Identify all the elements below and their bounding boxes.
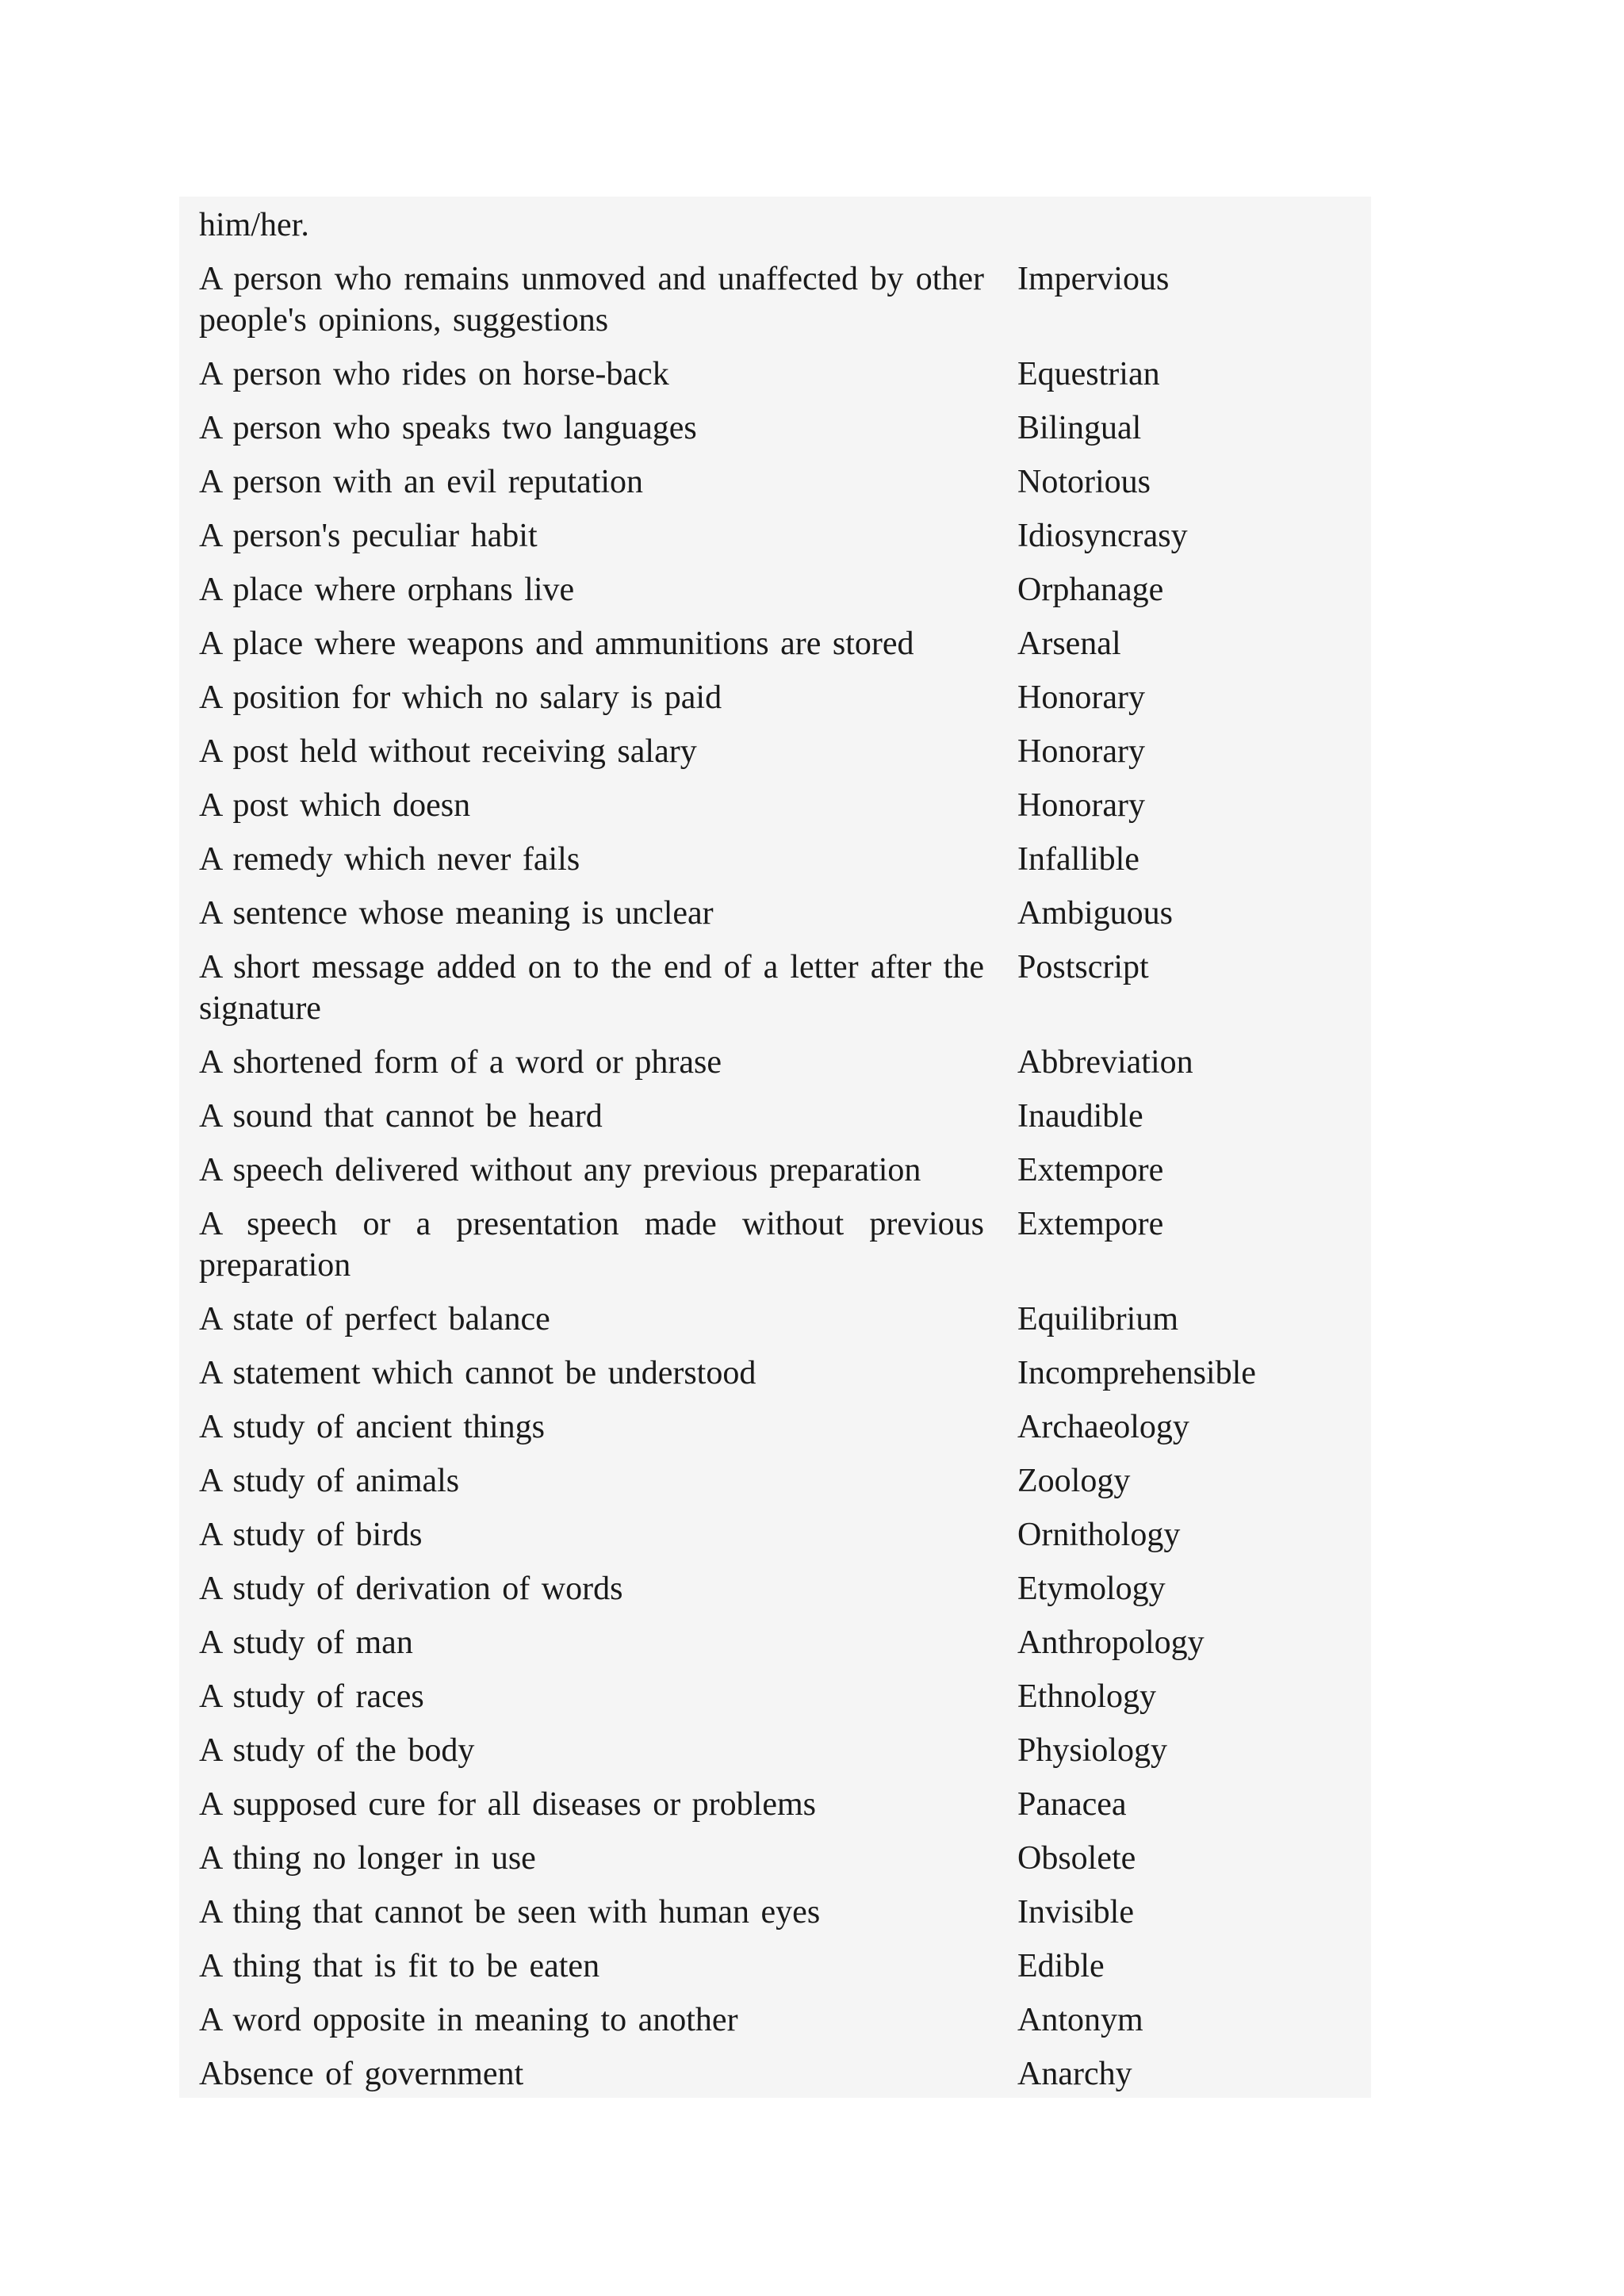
table-row	[199, 1784, 1351, 1838]
one-word-cell: Notorious	[1017, 464, 1151, 500]
phrase-cell: A place where orphans live	[199, 572, 575, 608]
phrase-cell: A position for which no salary is paid	[199, 679, 722, 716]
phrase-cell: A place where weapons and ammunitions are stored	[199, 626, 914, 662]
one-word-cell: Honorary	[1017, 733, 1145, 770]
phrase-cell: A person's peculiar habit	[199, 518, 538, 554]
phrase-cell: A study of races	[199, 1678, 424, 1715]
phrase-cell: A post which doesn	[199, 787, 471, 824]
phrase-cell: A speech or a presentation made without previous preparation	[199, 1206, 984, 1284]
one-word-cell: Incomprehensible	[1017, 1355, 1256, 1391]
one-word-cell: Orphanage	[1017, 572, 1164, 608]
one-word-cell: Equilibrium	[1017, 1301, 1178, 1337]
table-row	[199, 1406, 1351, 1460]
one-word-cell: Idiosyncrasy	[1017, 518, 1188, 554]
one-word-cell: Ornithology	[1017, 1517, 1181, 1553]
phrase-cell: A thing that cannot be seen with human eyes	[199, 1894, 821, 1931]
one-word-cell: Inaudible	[1017, 1098, 1143, 1135]
phrase-cell: A word opposite in meaning to another	[199, 2002, 738, 2038]
one-word-cell: Infallible	[1017, 841, 1139, 878]
table-row	[199, 515, 1351, 569]
table-row	[199, 354, 1351, 408]
table-row	[199, 461, 1351, 515]
one-word-cell: Honorary	[1017, 679, 1145, 716]
one-word-cell: Extempore	[1017, 1152, 1164, 1188]
table-row	[199, 1568, 1351, 1622]
phrase-cell: A study of ancient things	[199, 1409, 545, 1445]
continued-fragment: him/her.	[199, 207, 309, 243]
one-word-cell: Archaeology	[1017, 1409, 1189, 1445]
phrase-cell: A thing that is fit to be eaten	[199, 1948, 600, 1984]
table-row	[199, 731, 1351, 785]
phrase-cell: A supposed cure for all diseases or problems	[199, 1786, 816, 1823]
phrase-cell: A thing no longer in use	[199, 1840, 536, 1877]
table-row-continued	[199, 205, 1351, 258]
one-word-cell: Ambiguous	[1017, 895, 1174, 932]
phrase-cell: A study of derivation of words	[199, 1571, 623, 1607]
phrase-cell: Absence of government	[199, 2056, 524, 2092]
table-row	[199, 1892, 1351, 1946]
table-row	[199, 1838, 1351, 1892]
one-word-cell: Ethnology	[1017, 1678, 1156, 1715]
table-row	[199, 1460, 1351, 1514]
phrase-cell: A sound that cannot be heard	[199, 1098, 603, 1135]
table-row	[199, 258, 1351, 354]
phrase-cell: A study of the body	[199, 1732, 475, 1769]
table-row	[199, 2053, 1351, 2107]
one-word-cell: Edible	[1017, 1948, 1105, 1984]
one-word-cell: Etymology	[1017, 1571, 1166, 1607]
phrase-cell: A shortened form of a word or phrase	[199, 1044, 722, 1081]
vocabulary-panel	[179, 197, 1371, 2098]
table-row	[199, 623, 1351, 677]
one-word-cell: Equestrian	[1017, 356, 1160, 392]
phrase-cell: A short message added on to the end of a letter after the signature	[199, 949, 984, 1027]
vocabulary-rows	[199, 258, 1351, 2107]
table-row	[199, 1999, 1351, 2053]
phrase-cell: A statement which cannot be understood	[199, 1355, 756, 1391]
table-row	[199, 1042, 1351, 1096]
table-row	[199, 1622, 1351, 1676]
table-row	[199, 569, 1351, 623]
phrase-cell: A person who rides on horse-back	[199, 356, 669, 392]
table-row	[199, 839, 1351, 893]
table-row	[199, 1299, 1351, 1353]
one-word-cell: Impervious	[1017, 261, 1170, 297]
one-word-cell: Postscript	[1017, 949, 1149, 985]
phrase-cell: A study of animals	[199, 1463, 460, 1499]
table-row	[199, 677, 1351, 731]
table-row	[199, 1730, 1351, 1784]
table-row	[199, 1203, 1351, 1299]
one-word-cell: Abbreviation	[1017, 1044, 1193, 1081]
one-word-cell: Obsolete	[1017, 1840, 1136, 1877]
one-word-cell: Bilingual	[1017, 410, 1142, 446]
table-row	[199, 408, 1351, 461]
phrase-cell: A person who remains unmoved and unaffected by other people's opinions, suggestions	[199, 261, 984, 339]
phrase-cell: A study of birds	[199, 1517, 423, 1553]
vocabulary-table	[199, 205, 1351, 2107]
table-row	[199, 1150, 1351, 1203]
table-row	[199, 1946, 1351, 1999]
phrase-cell: A remedy which never fails	[199, 841, 580, 878]
table-row	[199, 1676, 1351, 1730]
table-row	[199, 893, 1351, 947]
one-word-cell: Anarchy	[1017, 2056, 1132, 2092]
phrase-cell: A person who speaks two languages	[199, 410, 697, 446]
one-word-cell: Arsenal	[1017, 626, 1121, 662]
phrase-cell: A study of man	[199, 1624, 413, 1661]
phrase-cell: A state of perfect balance	[199, 1301, 550, 1337]
table-row	[199, 1353, 1351, 1406]
table-row	[199, 947, 1351, 1042]
phrase-cell: A post held without receiving salary	[199, 733, 697, 770]
one-word-cell: Extempore	[1017, 1206, 1164, 1242]
one-word-cell: Zoology	[1017, 1463, 1131, 1499]
phrase-cell: A sentence whose meaning is unclear	[199, 895, 714, 932]
table-row	[199, 785, 1351, 839]
one-word-cell: Honorary	[1017, 787, 1145, 824]
phrase-cell: A speech delivered without any previous preparation	[199, 1152, 921, 1188]
one-word-cell: Anthropology	[1017, 1624, 1205, 1661]
one-word-cell: Panacea	[1017, 1786, 1127, 1823]
table-row	[199, 1096, 1351, 1150]
table-row	[199, 1514, 1351, 1568]
one-word-cell: Invisible	[1017, 1894, 1134, 1931]
one-word-cell: Antonym	[1017, 2002, 1143, 2038]
phrase-cell: A person with an evil reputation	[199, 464, 644, 500]
one-word-cell: Physiology	[1017, 1732, 1168, 1769]
